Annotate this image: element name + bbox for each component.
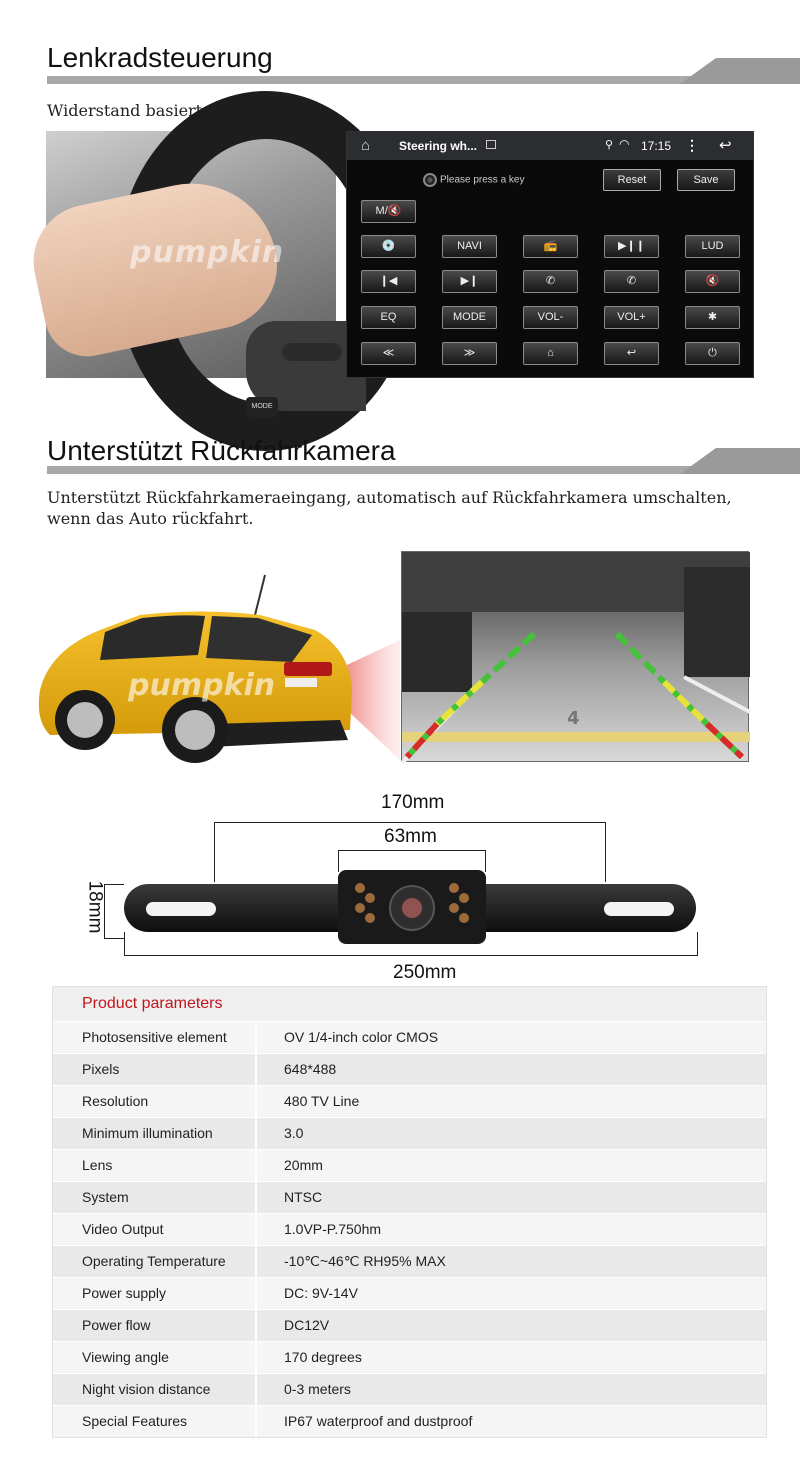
camera-lens-glass: [402, 898, 422, 918]
param-value: -10℃~46℃ RH95% MAX: [257, 1246, 766, 1277]
param-key: Pixels: [53, 1054, 255, 1085]
table-row: [53, 1341, 766, 1373]
param-value: 3.0: [257, 1118, 766, 1149]
rear-camera-view: [401, 551, 749, 762]
param-key: Lens: [53, 1150, 255, 1181]
press-key-prompt: [423, 173, 525, 187]
eq-button[interactable]: EQ: [361, 306, 416, 329]
location-icon: ⚲: [605, 139, 614, 151]
section-divider-tab: [680, 58, 800, 84]
car-watermark: pumpkin: [128, 668, 276, 703]
fast-forward-button[interactable]: ≫: [442, 342, 497, 365]
home-button[interactable]: ⌂: [523, 342, 578, 365]
table-header: Product parameters: [53, 987, 766, 1021]
param-value: 0-3 meters: [257, 1374, 766, 1405]
param-key: Special Features: [53, 1406, 255, 1437]
param-value: 480 TV Line: [257, 1086, 766, 1117]
ir-led: [355, 883, 365, 893]
ir-led: [365, 913, 375, 923]
steering-description: Widerstand basiert nur Analog-Typ.: [47, 101, 337, 120]
radio-indicator-icon: [423, 173, 437, 187]
ir-led: [459, 893, 469, 903]
param-value: 170 degrees: [257, 1342, 766, 1373]
ir-led: [459, 913, 469, 923]
home-icon[interactable]: ⌂: [361, 137, 371, 154]
image-icon: [486, 140, 496, 149]
ir-led: [365, 893, 375, 903]
dimension-full-length: 250mm: [393, 962, 457, 983]
car-antenna: [255, 575, 265, 615]
wifi-icon: ◠: [619, 137, 630, 151]
car-rim-rear: [175, 710, 215, 750]
parking-guidelines: [402, 552, 750, 763]
press-key-label: Please press a key: [440, 174, 525, 186]
table-row: [53, 1085, 766, 1117]
parked-car-left: [402, 612, 472, 692]
ir-led: [449, 903, 459, 913]
table-row: [53, 1277, 766, 1309]
param-key: Video Output: [53, 1214, 255, 1245]
car-window-side: [100, 615, 205, 660]
table-row: [53, 1213, 766, 1245]
bluetooth-button[interactable]: ✱: [685, 306, 740, 329]
car-license-plate: [285, 678, 317, 687]
app-title: Steering wh...: [399, 139, 478, 153]
ir-led: [355, 903, 365, 913]
dimension-camera-width: 63mm: [384, 826, 437, 847]
rear-camera-description-line2: wenn das Auto rückfahrt.: [47, 509, 254, 528]
wheel-control-buttons: [282, 343, 342, 361]
param-key: Power flow: [53, 1310, 255, 1341]
car-photo: [30, 570, 360, 770]
disc-button[interactable]: 💿: [361, 235, 416, 258]
param-key: Power supply: [53, 1278, 255, 1309]
status-bar: [347, 132, 753, 160]
ir-led: [449, 883, 459, 893]
volume-up-button[interactable]: VOL+: [604, 306, 659, 329]
param-value: DC: 9V-14V: [257, 1278, 766, 1309]
back-icon[interactable]: ↩: [719, 137, 732, 154]
param-key: Resolution: [53, 1086, 255, 1117]
param-key: Operating Temperature: [53, 1246, 255, 1277]
param-key: Viewing angle: [53, 1342, 255, 1373]
section-divider-tab: [680, 448, 800, 474]
section-title-steering: Lenkradsteuerung: [47, 42, 273, 73]
rear-camera-description-line1: Unterstützt Rückfahrkameraeingang, automatisch auf Rückfahrkamera umschalten,: [47, 488, 732, 507]
previous-button[interactable]: ❙◀: [361, 270, 416, 293]
section-divider: [47, 76, 747, 84]
table-row: [53, 1021, 766, 1053]
camera-bracket-image: [120, 862, 700, 952]
slot-number: 4: [567, 708, 580, 729]
param-value: IP67 waterproof and dustproof: [257, 1406, 766, 1437]
dimension-height: 18mm: [84, 880, 106, 934]
param-key: System: [53, 1182, 255, 1213]
param-value: OV 1/4-inch color CMOS: [257, 1022, 766, 1053]
mute-mode-button[interactable]: M/🔇: [361, 200, 416, 223]
param-value: DC12V: [257, 1310, 766, 1341]
bracket-hole-right: [604, 902, 674, 916]
param-value: 1.0VP-P.750hm: [257, 1214, 766, 1245]
play-pause-button[interactable]: ▶❙❙: [604, 235, 659, 258]
lud-button[interactable]: LUD: [685, 235, 740, 258]
table-row: [53, 1309, 766, 1341]
rewind-button[interactable]: ≪: [361, 342, 416, 365]
next-button[interactable]: ▶❙: [442, 270, 497, 293]
reset-button[interactable]: Reset: [603, 169, 661, 191]
mute-button[interactable]: 🔇: [685, 270, 740, 293]
more-options-icon[interactable]: ⋮: [685, 137, 699, 153]
car-tail-light: [284, 662, 332, 676]
guide-right-yellow: [664, 682, 707, 724]
section-title-rear-camera: Unterstützt Rückfahrkamera: [47, 435, 396, 466]
watermark-logo: pumpkin: [130, 235, 285, 270]
volume-down-button[interactable]: VOL-: [523, 306, 578, 329]
table-row: [53, 1405, 766, 1437]
bracket-hole-left: [146, 902, 216, 916]
clock: 17:15: [641, 139, 672, 153]
section-divider: [47, 466, 747, 474]
wheel-mode-button: MODE: [246, 397, 278, 417]
param-value: NTSC: [257, 1182, 766, 1213]
mode-button[interactable]: MODE: [442, 306, 497, 329]
call-hangup-button[interactable]: ✆: [604, 270, 659, 293]
table-row: [53, 1181, 766, 1213]
save-button[interactable]: Save: [677, 169, 735, 191]
curb-line: [402, 732, 750, 742]
power-button[interactable]: ⏻: [685, 342, 740, 365]
product-parameters-table: [52, 986, 767, 1438]
lane-line-right: [684, 677, 750, 712]
param-key: Photosensitive element: [53, 1022, 255, 1053]
param-value: 648*488: [257, 1054, 766, 1085]
car-rim-front: [67, 702, 103, 738]
table-row: [53, 1053, 766, 1085]
parked-car-right: [684, 567, 750, 677]
call-answer-button[interactable]: ✆: [523, 270, 578, 293]
table-row: [53, 1245, 766, 1277]
car-window-rear: [206, 616, 312, 662]
radio-button[interactable]: 📻: [523, 235, 578, 258]
navi-button[interactable]: NAVI: [442, 235, 497, 258]
table-row: [53, 1373, 766, 1405]
return-button[interactable]: ↩: [604, 342, 659, 365]
table-row: [53, 1149, 766, 1181]
param-value: 20mm: [257, 1150, 766, 1181]
param-key: Minimum illumination: [53, 1118, 255, 1149]
param-key: Night vision distance: [53, 1374, 255, 1405]
dimension-total-width: 170mm: [381, 792, 445, 813]
table-row: [53, 1117, 766, 1149]
steering-learn-screen: [346, 131, 754, 378]
steering-wheel-photo: [46, 131, 336, 410]
